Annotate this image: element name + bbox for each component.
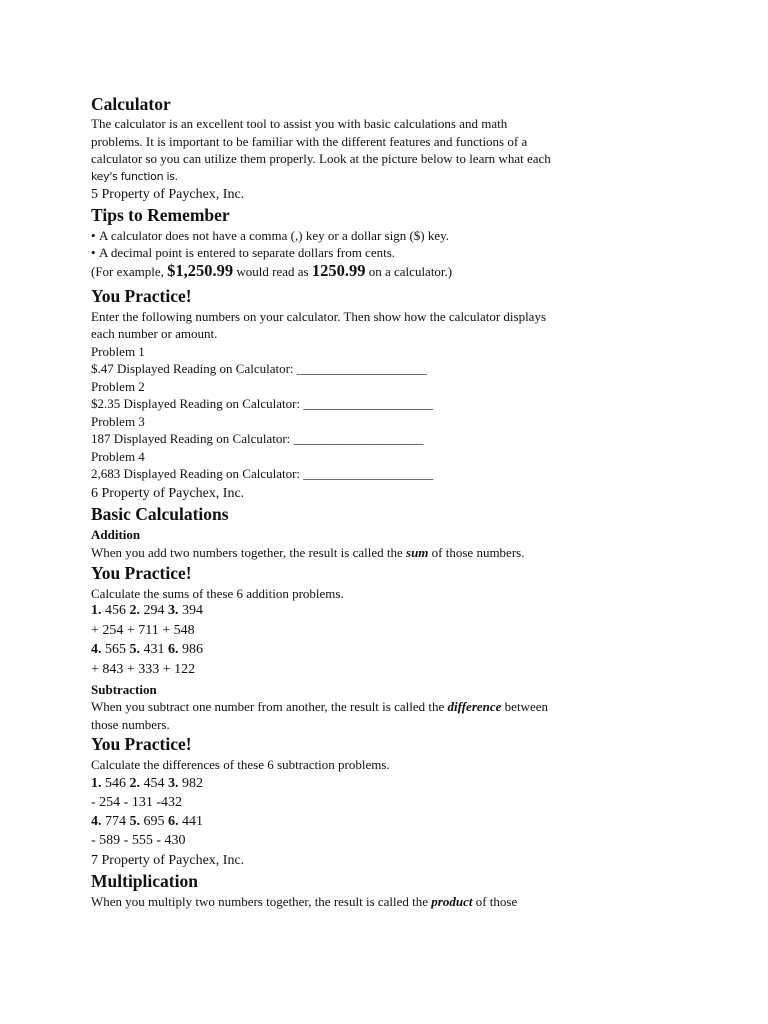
subtraction-problem-row: 1. 546 2. 454 3. 982 [91,776,203,791]
problem-label: Problem 1 [91,344,145,359]
calculator-paragraph-line: The calculator is an excellent tool to assist you with basic calculations and math [91,116,508,131]
page-footer: 7 Property of Paychex, Inc. [91,853,245,868]
key-function-text: key's function is [91,170,175,183]
subtraction-problem-row: - 589 - 555 - 430 [91,833,186,848]
calculator-paragraph-line: problems. It is important to be familiar with the different features and functions of a [91,134,528,149]
problem-label: Problem 2 [91,379,145,394]
subtraction-problem-row: - 254 - 131 -432 [91,795,182,810]
subtraction-description: When you subtract one number from another, the result is called the difference between [91,699,548,714]
multiplication-heading: Multiplication [91,871,198,891]
practice-instruction-line: each number or amount. [91,326,218,341]
problem-line: 187 Displayed Reading on Calculator: ____________________ [91,431,424,446]
practice-heading: You Practice! [91,286,192,306]
term-difference: difference [447,699,502,714]
subtraction-heading: Subtraction [91,682,157,697]
page-footer: 5 Property of Paychex, Inc. [91,187,245,202]
addition-heading: Addition [91,527,141,542]
calculator-paragraph-line: calculator so you can utilize them properly. Look at the picture below to learn what each [91,151,551,166]
practice-instruction-line: Calculate the differences of these 6 subtraction problems. [91,757,390,772]
page-footer: 6 Property of Paychex, Inc. [91,486,245,501]
practice-instruction-line: Enter the following numbers on your calculator. Then show how the calculator displays [91,309,547,324]
addition-problem-row: + 843 + 333 + 122 [91,662,196,677]
example-amount: $1,250.99 [167,261,234,280]
addition-problem-row: 1. 456 2. 294 3. 394 [91,603,203,618]
tips-heading: Tips to Remember [91,205,230,225]
term-sum: sum [406,545,429,560]
practice-heading: You Practice! [91,563,192,583]
subtraction-problem-row: 4. 774 5. 695 6. 441 [91,814,203,829]
practice-instruction-line: Calculate the sums of these 6 addition problems. [91,586,344,601]
problem-line: $.47 Displayed Reading on Calculator: ____________________ [91,361,427,376]
tip-example: (For example, $1,250.99 would read as 1250.99 on a calculator.) [91,261,453,280]
term-product: product [431,894,473,909]
multiplication-description: When you multiply two numbers together, the result is called the product of those [91,894,518,909]
addition-problem-row: 4. 565 5. 431 6. 986 [91,642,203,657]
practice-heading: You Practice! [91,734,192,754]
basic-calculations-heading: Basic Calculations [91,504,229,524]
example-reading: 1250.99 [311,261,366,280]
calculator-heading: Calculator [91,94,171,114]
bullet-icon: • [91,245,96,260]
problem-label: Problem 3 [91,414,145,429]
tip-bullet-item: • A calculator does not have a comma (,) key or a dollar sign ($) key. [91,228,450,243]
addition-description: When you add two numbers together, the result is called the sum of those numbers. [91,545,525,560]
addition-problem-row: + 254 + 711 + 548 [91,623,195,638]
calculator-paragraph-line: key's function is. [91,168,178,183]
subtraction-description: those numbers. [91,717,170,732]
bullet-icon: • [91,228,96,243]
problem-line: 2,683 Displayed Reading on Calculator: ____________________ [91,466,434,481]
problem-line: $2.35 Displayed Reading on Calculator: ____________________ [91,396,434,411]
problem-label: Problem 4 [91,449,145,464]
tip-bullet-item: • A decimal point is entered to separate dollars from cents. [91,245,396,260]
